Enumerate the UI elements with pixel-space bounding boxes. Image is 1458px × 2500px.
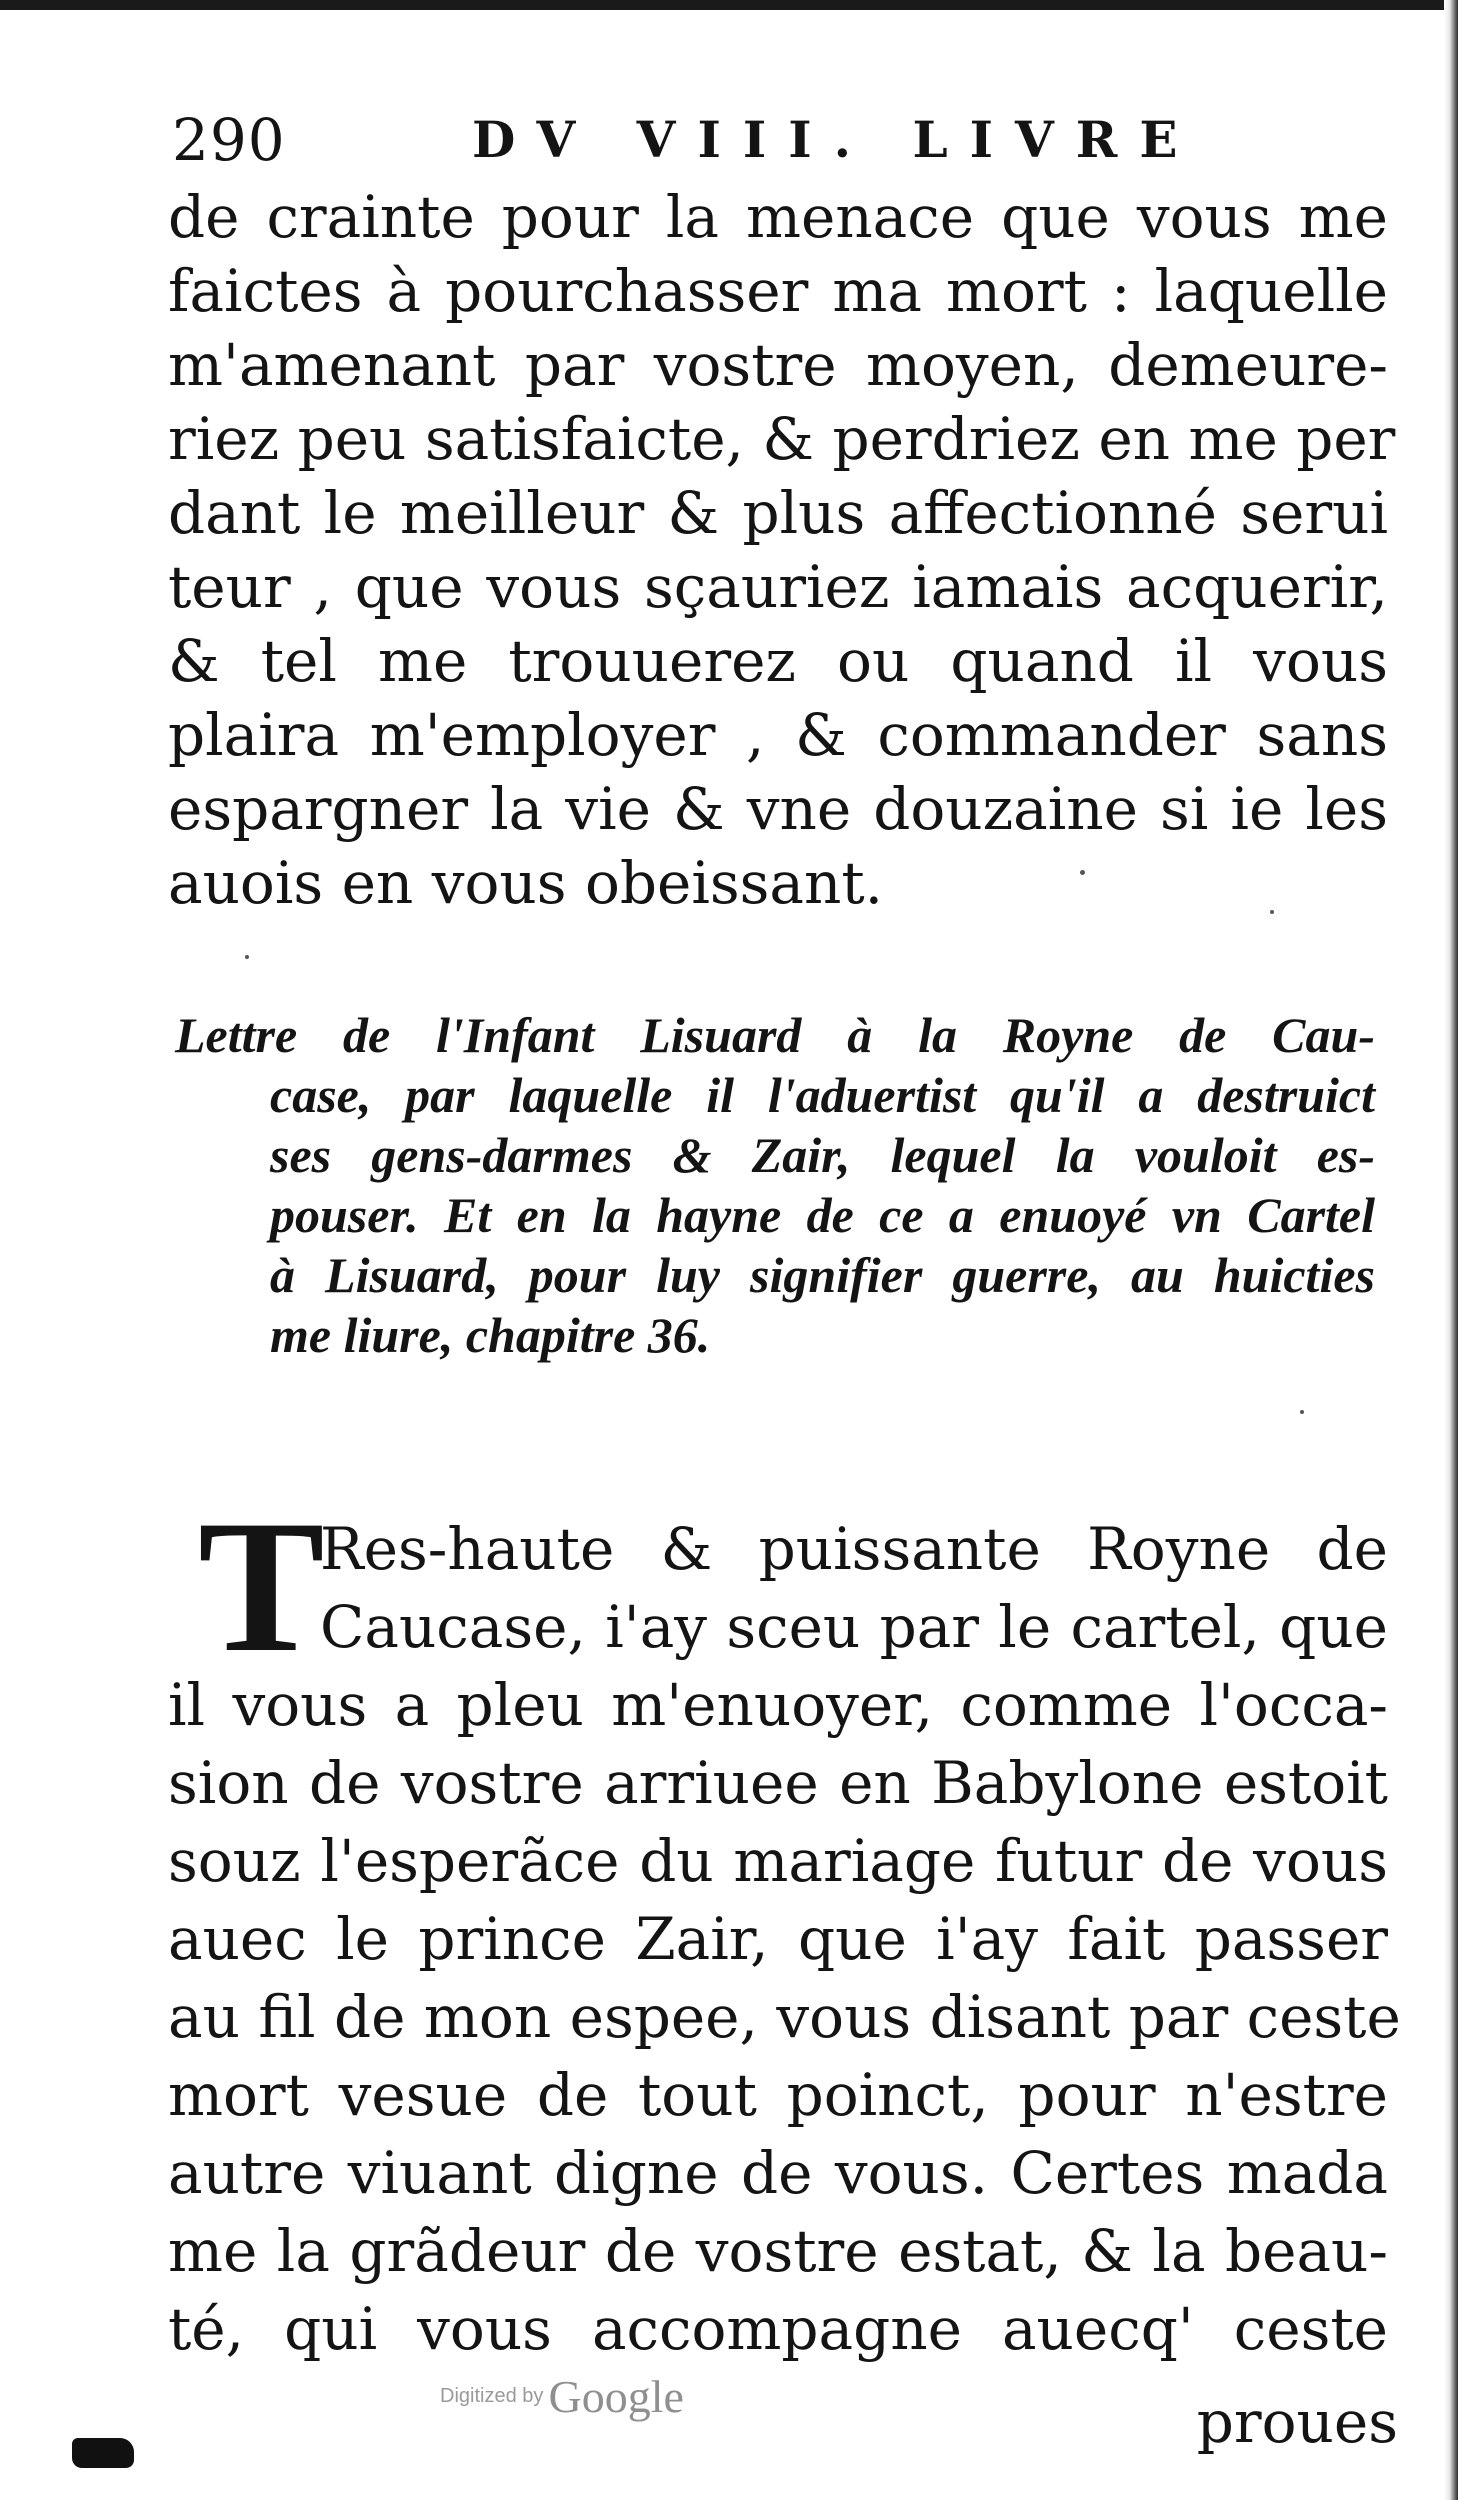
body-line: faictes à pourchasser ma mort : laquelle [168, 257, 1388, 325]
body-line: riez peu satisfaicte, & perdriez en me per [168, 405, 1396, 473]
digitized-watermark [440, 2370, 684, 2430]
letter-line: il vous a pleu m'enuoyer, comme l'occa- [168, 1671, 1388, 1739]
body-text [168, 180, 1396, 920]
heading-line: case, par laquelle il l'aduertist qu'il a destruict [270, 1067, 1375, 1123]
body-line: espargner la vie & vne douzaine si ie les [168, 775, 1388, 843]
letter-line: Res-haute & puissante Royne de [320, 1515, 1388, 1583]
letter-text [168, 1482, 1401, 2368]
letter-line: me la grãdeur de vostre estat, & la beau- [168, 2217, 1388, 2285]
letter-line: Caucase, i'ay sceu par le cartel, que [320, 1593, 1388, 1661]
ink-smudge [72, 2438, 134, 2468]
letter-line: souz l'esperãce du mariage futur de vous [168, 1827, 1388, 1895]
body-line: dant le meilleur & plus affectionné serui [168, 479, 1388, 547]
running-title: DV VIII. LIVRE [472, 110, 1200, 169]
heading-line: ses gens-darmes & Zair, lequel la vouloit es- [270, 1127, 1375, 1183]
running-head [172, 100, 1200, 180]
catchword: proues [1196, 2388, 1398, 2456]
watermark-label: Digitized by [440, 2385, 544, 2407]
ink-speck [1300, 1410, 1304, 1414]
body-line: plaira m'employer , & commander sans [168, 701, 1388, 769]
top-border [0, 0, 1458, 10]
ink-speck [1080, 870, 1085, 875]
ink-speck [1270, 910, 1274, 914]
letter-line: au fil de mon espee, vous disant par ceste [168, 1983, 1401, 2051]
body-line: & tel me trouuerez ou quand il vous [168, 627, 1388, 695]
body-line: auois en vous obeissant. [168, 849, 884, 917]
body-line: de crainte pour la menace que vous me [168, 183, 1388, 251]
heading-line: me liure, chapitre 36. [270, 1307, 711, 1363]
chapter-heading [175, 1005, 1375, 1365]
scan-edge-shadow [1444, 0, 1458, 2500]
letter-line: autre viuant digne de vous. Certes mada [168, 2139, 1388, 2207]
body-line: m'amenant par vostre moyen, demeure- [168, 331, 1388, 399]
body-line: teur , que vous sçauriez iamais acquerir, [168, 553, 1388, 621]
drop-cap: T [198, 1482, 325, 1692]
letter-line: auec le prince Zair, que i'ay fait passer [168, 1905, 1388, 1973]
letter-line: té, qui vous accompagne auecq' ceste [168, 2295, 1388, 2363]
heading-line: Lettre de l'Infant Lisuard à la Royne de Cau- [175, 1007, 1375, 1063]
google-logo: Google [548, 2371, 684, 2422]
page-number: 290 [172, 106, 286, 174]
heading-line: à Lisuard, pour luy signifier guerre, au huicties [270, 1247, 1375, 1303]
letter-line: sion de vostre arriuee en Babylone estoit [168, 1749, 1388, 1817]
ink-speck [245, 955, 249, 959]
letter-line: mort vesue de tout poinct, pour n'estre [168, 2061, 1388, 2129]
heading-line: pouser. Et en la hayne de ce a enuoyé vn Cartel [270, 1187, 1375, 1243]
